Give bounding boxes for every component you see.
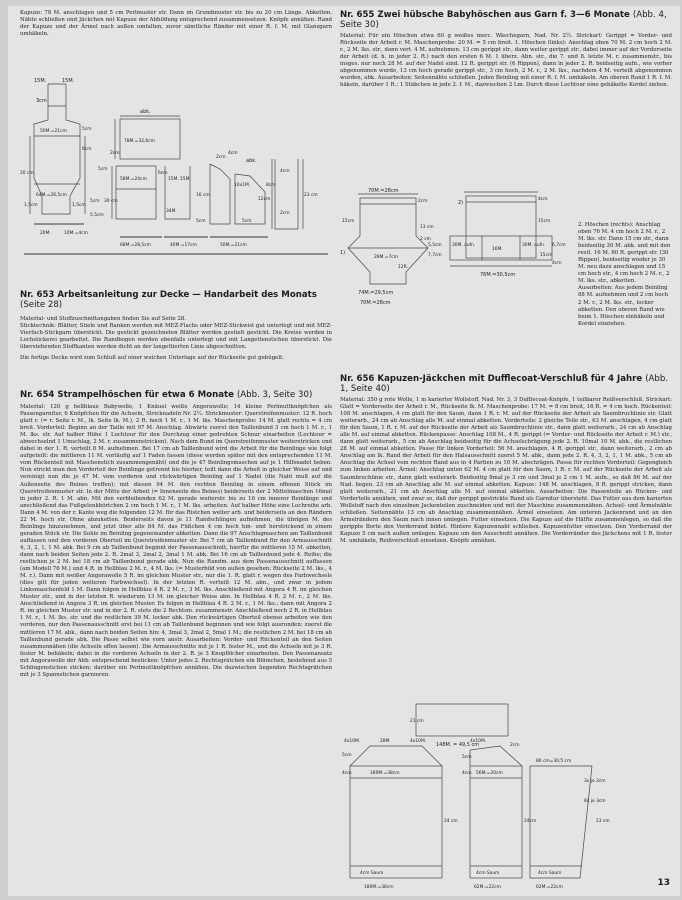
- nr656-section: [340, 374, 672, 545]
- right-column: [340, 10, 672, 890]
- diag3-label: 62M.=22cm: [474, 885, 501, 890]
- diag3-label: 180M.=38cm: [364, 885, 394, 890]
- diag3-label: 4cm: [462, 771, 472, 776]
- diag1-label: 15M.: [180, 177, 191, 182]
- nr655-number: Nr. 655: [340, 10, 375, 20]
- diag2-label: 15cm: [342, 219, 355, 224]
- diag1-label: 15M.: [34, 78, 47, 84]
- diag1-label: 58M.=24cm: [120, 177, 147, 182]
- dufflecoat-pattern-diagram: [340, 702, 672, 890]
- nr656-body: Material: 350 g rote Wolle, 1 m karierter Wollstoff, Nad. Nr. 3, 3 Dufflecoat-Knöpfe, 1 teilbarer Reißverschluß. Strickart: Glatt = Vorderseite der Arbeit r. M., Rückseite lk. M. Maschenprobe: 17 M. = 8 cm breit, 16 R. = 4 cm hoch. Rückenteil: 108 M. anschlagen, 4 cm glatt für den Saum, dann 1 R. r. M. auf der Rückseite der Arbeit als Saumbruchlinie str. Glatt weiterarb., 24 cm ab Anschlag alle M. auf einmal abketten. Vorderteile: 2 gleiche Teile str., 63 M. anschlagen, 4 cm glatt für den Saum, 1 R. r. M. auf der Rückseite der Arbeit als Saumbruchlinie str., dann glatt weiterarb., 24 cm ab Anschlag alle M. auf einmal abketten. Rückenpasse: Anschlag 108 M., 4 R. gerippt (= Vorder- und Rückseite der Arbeit r. M.) str., dann glatt weiterarb., 5 cm ab Anschlag beidseitig für die Achselschrägung jede 2. R. 10mal 10 M. abk., die restlichen 28 M. auf einmal abketten. Passe für linken Vorderteil: 56 M. anschlagen, 4 R. gerippt str., dann weiterarb., 2 cm ab Anschlag am lk. Rand der Arbeit für den Halsausschnitt zuerst 5 M. abk., dann jede 2. R. 4, 3, 2, 1, 1 M. abk., 5 cm ab Anschlag die Achsel vom rechten Rand aus in 4 Partien zu 10 M. abschrägen. Passe für rechten Vorderteil: Gegengleich zum linken arbeiten. Ärmel: Anschlag unten 62 M. 4 cm glatt für den Saum, 1 R. r. M. auf der Rückseite der Arbeit als Saumbruchlinie str., dann glatt weiterarb. Beidseitig 8mal je 3 cm und 3mal je 2 cm 1 M. aufn., so daß 86 M. auf der Nad. liegen. 23 cm ab Anschlag alle M. auf einmal abketten. Kapuze: 148 M. anschlagen, 8 R. gerippt stricken, dann glatt weiterarb., 21 cm ab Anschlag alle M. auf einmal abketten. Ausarbeiten: Die Passenteile an Rücken- und Vorderteile annähen, und zwar so, daß der gerippt gestrickte Rand als Garnitur übersteht. Das Futter aus dem karierten Wollstoff nach den einzelnen Jackenteilen zuschneiden und mit der Maschine zusammennähen. Achsel- und Ärmelnähte schließen. Seitennähte 13 cm ab Anschlag zusammennähen. Ärmel einsetzen. Am unteren Jackenrand und an den Ärmelrändern den Saum nach innen umlegen. Futter einsetzen. Die Kapuze auf die Hälfte zusammenlegen, so daß die gerippte Borte den Vorderrand bildet. Hintere Kapuzennaht schließen. Kapuzenfutter einsetzen. Den Vorderrand der Kapuze 5 cm nach außen umlegen. Kapuze um den Ausschnitt annähen. Die Vorderränder des Jäckchens mit 1 R. fester M. umhäkeln, Reißverschluß einsetzen. Knöpfe annähen.: [340, 397, 672, 544]
- diag2-label: 4cm: [538, 197, 548, 202]
- nr656-subtitle: (Abb. 1, Seite 40): [340, 374, 669, 394]
- diag1-label: 50M.=21cm: [40, 129, 67, 134]
- diag1-label: 40M.=17cm: [170, 243, 197, 248]
- diag2-label: 30M. aufn.: [522, 243, 546, 248]
- left-column: [20, 10, 332, 890]
- diag1-label: 5cm: [242, 219, 252, 224]
- diag2-label: 30M. aufn.: [452, 243, 476, 248]
- diag1-label: 2cm: [216, 155, 226, 160]
- jacket-pattern-diagram: [20, 74, 332, 284]
- nr654-heading: [20, 390, 332, 400]
- diag1-label: 1,5cm: [24, 203, 38, 208]
- diag3-label: 148M. = 49,5 cm: [436, 742, 480, 748]
- diag3-label: 4cm: [342, 771, 352, 776]
- diag2-label: 16M.: [492, 247, 503, 252]
- diag3-label: 24 cm: [444, 819, 458, 824]
- diag1-label: 64M.=26,5cm: [36, 193, 67, 198]
- magazine-page: [8, 6, 680, 896]
- diag1-label: 2cm: [110, 151, 120, 156]
- nr653-section: [20, 290, 332, 362]
- diag2-label: 13 cm: [420, 225, 434, 230]
- diag3-label: 4cm Saum: [476, 871, 500, 876]
- diag3-label: 3x je 2cm: [584, 779, 606, 784]
- diag2-label: 76M.=30,5cm: [480, 272, 516, 278]
- diag2-label: 4cm: [552, 261, 562, 266]
- diag2-label: 15cm: [538, 219, 551, 224]
- diag2-label: 15cm: [540, 253, 553, 258]
- hoeschen2-text: 2. Höschen (rechts): Anschlag oben 76 M. 4 cm hoch 2 M. r., 2 M. lks. str. Dann 15 cm str., dann beidseitig 30 M. abk. und mit den restl. 16 M. 60 R. gerippt str. (30 Rippen), beidseitig wieder je 30 M. neu dazu anschlagen und 15 cm hoch str., 4 cm hoch 2 M. r., 2 M. lks. str., abketten. Ausarbeiten: Aus jedem Beinling 88 M. aufnehmen und 2 cm hoch 2 M. r., 2 M. lks. str., locker abketten. Den oberen Rand wie beim 1. Höschen einhäkeln und Kordel einziehen.: [578, 222, 671, 327]
- diag2-label: 6,7cm: [552, 243, 566, 248]
- diag1-label: 15M.: [168, 177, 179, 182]
- diag3-label: 5cm: [342, 753, 352, 758]
- nr656-title: Kapuzen-Jäckchen mit Dufflecoat-Verschluß für 4 Jahre: [377, 374, 643, 384]
- diag1-label: 3cm: [36, 98, 47, 104]
- diag1-label: 15M.: [62, 78, 75, 84]
- diag1-label: 5cm: [90, 199, 100, 204]
- diag1-label: 5cm: [98, 167, 108, 172]
- nr656-heading: [340, 374, 672, 394]
- diag3-label: 5cm: [462, 755, 472, 760]
- diag1-label: 23 cm: [304, 193, 318, 198]
- intro-paragraph: Kapuze: 78 M. anschlagen und 5 cm Perlmuster str. Dann im Grundmuster str. bis zu 20 cm Länge. Abketten. Nähte schließen und Jäckchen mit Kapuze der Abbildung entsprechend zusammensetzen. Knöpfe annähen. Rand der Kapuze und der Ärmel nach außen umfalten, zuvor sämtliche Ränder mit einer R. f. M. mit Glanzgarn umhäkeln.: [20, 10, 332, 38]
- diag2-label: 2 cm: [420, 237, 431, 242]
- nr653-number: Nr. 653: [20, 290, 55, 300]
- nr655-heading: [340, 10, 672, 30]
- diag2-label: 70M.=28cm: [368, 188, 399, 194]
- diag1-label: 68M.=28,5cm: [120, 243, 151, 248]
- diag1-label: 78M.=32,6cm: [124, 139, 155, 144]
- diag2-label: 74M.=29,5cm: [358, 290, 394, 296]
- diag1-label: 2cm: [280, 211, 290, 216]
- diag1-label: 12cm: [258, 197, 271, 202]
- nr655-body: Material: Für ein Höschen etwa 60 g weißes merc. Wäschegarn, Nad. Nr. 2½. Strickart: Gerippt = Vorder- und Rückseite der Arbeit r. M. Maschenprobe: 20 M. = 5 cm breit. 1. Höschen (links): Anschlag oben 70 M. 2 cm hoch 2 M. r., 2 M. lks. str., dann vert. 4 M. aufnehmen. 13 cm gerippt str., dann weiter gerippt str., dabei immer auf der Vorderseite der Arbeit (d. h. in jeder 2. R.) nach den ersten 6 M. 1 überz. Abn. str., die 7. und 8. letzte M. r. zusammenstr., bis insges. nur noch 28 M. auf der Nadel sind. 12 R. gerippt str. (6 Rippen), dann in jeder 2. R. beidseitig aufn., wie vorher abgenommen wurde, 13 cm hoch gerade gerippt str., 3 cm hoch, 2 M. r., 2 M. lks., nachdem 4 M. verteilt abgenommen wurden, abk. Ausarbeiten: Seitennähte schließen. Jeden Beinling mit einer R. f. M. umhäkeln. Am oberen Rand 1 R. f. M. häkeln, darüber 1 R.: 1 Stäbchen in jede 2. f. M., dazwischen 2 Lm. Durch diese Lochtour eine gehäkelte Kordel ziehen.: [340, 33, 672, 89]
- diag2-label: 28M.=7cm: [374, 255, 398, 260]
- diag3-label: 4cm Saum: [538, 871, 562, 876]
- nr653-subtitle: (Seite 28): [20, 300, 63, 310]
- diag1-label: 10M.=4cm: [64, 231, 88, 236]
- nr653-heading: [20, 290, 332, 310]
- diag3-label: 180M.=38cm: [370, 771, 400, 776]
- diag1-label: 4cm: [280, 169, 290, 174]
- diag1-label: 6cm: [82, 147, 92, 152]
- diag1-label: 20M.: [40, 231, 51, 236]
- diag1-label: 16 cm: [196, 193, 210, 198]
- nr653-title: Arbeitsanleitung zur Decke — Handarbeit des Monats: [57, 290, 317, 300]
- diag2-label: 5,5cm: [428, 243, 442, 248]
- babyhoeschen-diagram: [340, 188, 576, 308]
- diag3-label: 28M.: [380, 739, 391, 744]
- diag2-label: 2cm: [418, 199, 428, 204]
- nr654-title: Strampelhöschen für etwa 6 Monate: [57, 390, 234, 400]
- diag2-label: 2): [458, 200, 464, 206]
- nr654-number: Nr. 654: [20, 390, 55, 400]
- diag1-label: 6cm: [158, 171, 168, 176]
- diag1-label: 8cm: [266, 183, 276, 188]
- diag3-label: 86 cm=30,5 cm: [536, 759, 572, 764]
- diag1-label: 20 cm: [20, 171, 34, 176]
- diag1-label: 30 cm: [104, 199, 118, 204]
- diag1-label: 50M.=21cm: [220, 243, 247, 248]
- diag3-label: 8x je 3cm: [584, 799, 606, 804]
- nr656-number: Nr. 656: [340, 374, 375, 384]
- nr654-body: Material: 120 g hellblaue Babywolle, 1 Knäuel weiße Angorawolle; 14 kleine Perlmuttknöpfchen als Passengarnitur, 6 Knöpfchen für die Achseln, Stricknadeln Nr. 2½. Strickmuster: Querstreifenmuster: 12 R. hoch glatt r. (= r. Seite r. M., lk. Seite lk. M.), 2 R. hoch 1 M. r., 1 M. lks. Maschenprobe: 14 M. glatt rechts = 4 cm breit. Vorderteil: Beginn an der Taille mit 97 M. Anschlag. Abwärts zuerst den Taillenbund 3 cm hoch 1 M. r., 1 M. lks. str. Auf halber Höhe 1 Lochtour für den Durchzug einer gedrehten Schnur einarbeiten (Lochtour = abwechselnd 1 Umschlag, 2 M. r. zusammenstricken). Nach dem Bund im Querstreifenmuster weiterstricken und dabei in der 1. R. verteilt 8 M. aufnehmen. Bei 17 cm ab Taillenbund wird die Arbeit für die Beinlinge wie folgt aufgeteilt: die mittleren 11 M. vorläufig auf 1 Faden fassen (diese werden später mit den entsprechenden 11 M. vom Rückenteil mit Maschenstich zusammengenäht) und die je 47 Beinlingsmaschen auf je 1 Hilfsnadel heben. Nun strickt man den Vorderteil der Beinlinge getrennt bis hierher, teilt dann die Arbeit in gleicher Weise auf und vereinigt nun die je 47 M. vom vorderen und rückwärtigen Beinling auf 1 Nadel (die Naht muß auf die Außenseite des Beines treffen); mit diesen 94 M. den rechten Beinling in einem offenen Stück im Querstreifenmuster str. In der Mitte der Arbeit (= Innenseite des Beines) beiderseits der 2 Mittelmaschen 16mal in jeder 2. R. 1 M. abn. Mit den verbleibenden 62 M. gerade weiterstr. bis zu 16 cm innerer Beinlänge und anschließend das Fußgelenkbörtchen 2 cm hoch 1 M. r., 1 M. lks. arbeiten. Auf halber Höhe eine Lochreihe arb. Dann 4 M. von der r. Kante weg die folgenden 12 M. für das Ristchen weiter arb. und beiderseits an den Rändern 22 M. hoch str. Ohne abzuketten. Beiderseits davon je 11 Randschlingen aufnehmen, die übrigen M. des Beinlings hinzunehmen, und jetzt über alle 84 M. das Füßchen 4 cm hoch hin- und herstrickend in einem geraden Stück str. Die Sohle im Beinling gegeneinander abketten. Dann die 97 Anschlagmaschen am Taillenbund auffassen und den vorderen Oberteil im Querstreifenmuster str. Bei 7 cm ab Taillenbund für den Armausschnitt 4, 3, 2, 1, 1 M. abk. Bei 9 cm ab Taillenbund beginnt der Passenausschnitt, hierfür die mittleren 15 M. abketten, dann nach beiden Seiten jede 2. R. 2mal 3, 2mal 2, 3mal 1 M. abk. Bei 16 cm ab Taillenbund jede 4. Reihe; die restlichen je 2 M. bei 18 cm ab Taillenbund gerade abk. Nun die Randm. aus dem Passenausschnitt auffassen (am Modell 76 M.) und 4 R. in Hellblau 2 M. r., 4 M. lks. (= Musterbild von außen gesehen; Rückseite 2 M. lks., 4 M. r.). Dann mit weißer Angorawolle 5 R. im gleichen Muster str., nur die 1. R. glatt r. wegen des Farbwechsels (dies gilt für jeden weiteren Farbwechsel). In der letzten R. verteilt 12 M. abn., und zwar in jedem Linksmaschenfeld 1 M. Dann folgen in Hellblau 4 R. 2 M. r., 3 M. lks. Anschließend mit Angora 4 R. im gleichen Muster str., und in der letzten R. wiederum 13 M. im gleicher Weise abn. In Hellblau 4 R. 2 M. r., 2 M. lks. Anschließend in Angora 3 R. im gleichen Muster. Es folgen in Hellblau 4 R. 2 M. r., 1 M. lks.; dann mit Angora 2 R. im gleichen Muster str. und in der 2. R. stets die 2 Rechtsm. zusammenstr. Anschließend noch 2 R. in Hellblau 1 M. r., 1 M. lks. str. und die restlichen 39 M. locker abk. Den rückwärtigen Oberteil ebenso arbeiten wie den vorderen, nur den Passenausschnitt erst bei 11 cm ab Taillenbund beginnen und wie folgt ausrunden: zuerst die mittleren 17 M. abk., dann nach beiden Seiten hin: 4, 3mal 3, 2mal 2, 5mal 1 M.; die restlichen 2 M. bei 18 cm ab Taillenbund gerade abk. Die Passe selbst wie vorn anstr. Ausarbeiten: Vorder- und Rückenteil an den Seiten zusammennähen (die Achseln offen lassen). Die Armausschnitte mit je 1 R. fester M., und die Achseln mit je 3 R. fester M. behäkeln; dabei in die vorderen Achseln in der 2. R. je 3 Knopflöcher einarbeiten. Den Passenansatz mit Angorawolle der Abb. entsprechend besticken: Unter jedes 2. Rechtsgrätchen ein Blümchen, bestehend aus 5 Schlingenstichen sticken; darüber ein Perlmuttknöpfchen annähen. Die dazwischen liegenden Rechtsgrätchen mit je 3 Spannstichen garnieren.: [20, 404, 332, 678]
- diag2-label: 70M.=28cm: [360, 300, 391, 306]
- nr653-paragraph: Material- und Stoffzuschnittangaben finden Sie auf Seite 28.: [20, 316, 187, 322]
- diag3-label: 4x10M.: [470, 739, 487, 744]
- diag1-label: 5,5cm: [90, 213, 104, 218]
- diag3-label: 24cm: [524, 819, 537, 824]
- nr655-subtitle: (Abb. 4, Seite 30): [340, 10, 667, 30]
- nr655-section: [340, 10, 672, 89]
- diag3-label: 62M.=22cm: [536, 885, 563, 890]
- diag2-label: 1): [340, 250, 346, 256]
- diag3-label: 23 cm: [596, 819, 610, 824]
- diag3-label: 4cm Saum: [360, 871, 384, 876]
- nr653-paragraph: Sticktechnik: Blätter, Stiele und Ranken werden mit MEZ-Flachs oder MEZ-Stickwist gut unterlegt und mit MEZ-Vierfach-Stickgarn überstickt. Die gestickt gezeichneten Blätter werden gestielt gestickt. Die Kreise werden in Lochstickerei gearbeitet. Die Randbogen werden ebenfalls unterlegt und mit Langettenstichen überstickt. Die überstehenden Stoffkanten werden dicht an der langettierten Linie abgeschnitten.: [20, 323, 332, 351]
- page-number: 13: [657, 878, 670, 888]
- diag1-label: 34M.: [166, 209, 177, 214]
- diag3-label: 2cm: [510, 743, 520, 748]
- diag1-label: abk.: [246, 158, 257, 164]
- nr653-paragraph: Die fertige Decke wird zum Schluß auf einer weichen Unterlage auf der Rückseite gut gebügelt.: [20, 355, 284, 362]
- diag3-label: 4x10M.: [410, 739, 427, 744]
- diag2-label: 12R.: [398, 265, 408, 270]
- diag1-label: abk.: [140, 109, 151, 115]
- diag1-label: 5cm: [82, 127, 92, 132]
- diag2-label: 7,7cm: [428, 253, 442, 258]
- diag1-label: 10x1M.: [234, 183, 251, 188]
- diag1-label: 1,5cm: [72, 203, 86, 208]
- diag3-label: 4x10M.: [344, 739, 361, 744]
- diag1-label: 5cm: [196, 219, 206, 224]
- nr654-subtitle: (Abb. 3, Seite 30): [236, 390, 313, 400]
- nr654-section: [20, 390, 332, 679]
- nr655-title: Zwei hübsche Babyhöschen aus Garn f. 3—6 Monate: [377, 10, 630, 20]
- diag3-label: 21 cm: [410, 719, 424, 724]
- diag1-label: 4cm: [228, 151, 238, 156]
- diag3-label: 56M.=20cm: [476, 771, 503, 776]
